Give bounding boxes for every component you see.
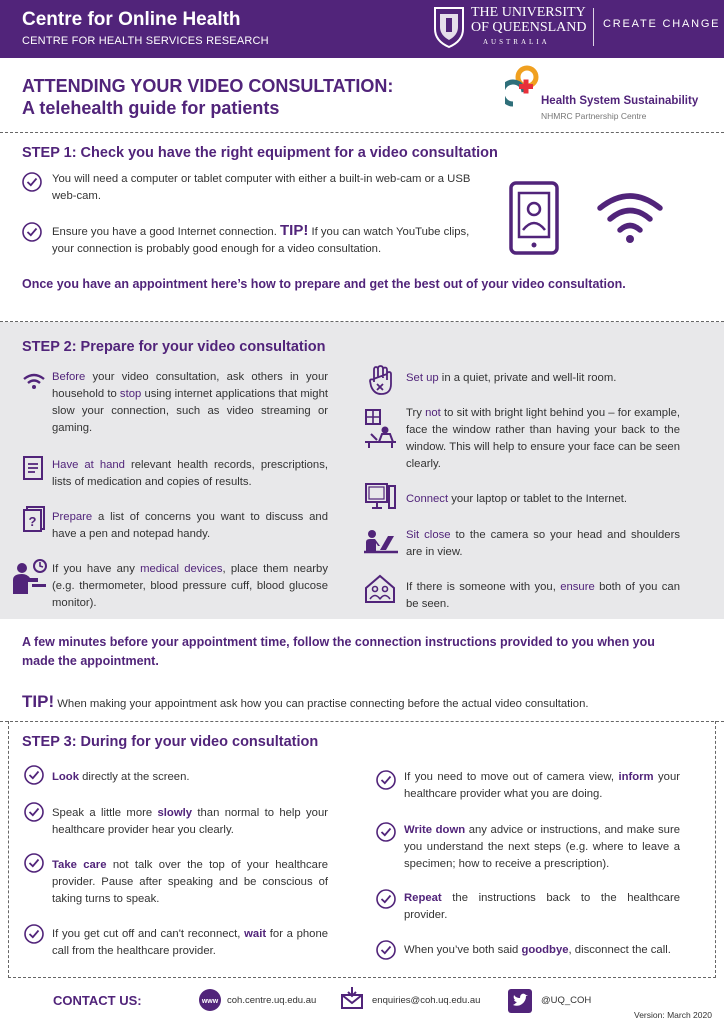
text: your laptop or tablet to the Internet. <box>448 493 628 505</box>
uq-line1: THE UNIVERSITY <box>471 5 586 20</box>
step1-item1: You will need a computer or tablet computer with either a built-in web-cam or a USB web-cam. <box>52 173 471 202</box>
hl-medical-devices: medical devices <box>140 563 223 575</box>
hl-set-up: Set up <box>406 372 439 384</box>
text: If you need to move out of camera view, <box>404 771 619 783</box>
divider <box>0 132 724 133</box>
text: to sit with bright light behind you – for example, face the window rather than having your back to the window. This will help to ensure your face can be seen clearly. <box>406 407 680 470</box>
text: If you have any <box>52 563 141 575</box>
text: directly at the screen. <box>79 771 190 783</box>
step3-left-item4 <box>52 926 328 960</box>
hss-logo <box>505 64 705 124</box>
step3-right-item2 <box>404 822 680 873</box>
step2-right-item2 <box>406 405 680 473</box>
step3-left-item3 <box>52 857 328 908</box>
check-icon <box>24 802 44 822</box>
text: the instructions back to the healthcare provider. <box>404 892 680 921</box>
tip-text: When making your appointment ask how you can practise connecting before the actual video consultation. <box>54 698 589 710</box>
medical-device-icon <box>10 558 48 596</box>
hl-take-care: Take care <box>52 859 107 871</box>
tip-label: TIP! <box>279 222 309 239</box>
org-name: Centre for Online Health <box>22 9 241 30</box>
check-icon <box>24 924 44 944</box>
text: using internet applications that might slow your connection, such as video streaming or gaming. <box>52 388 328 434</box>
step2-left-item4 <box>52 561 328 612</box>
text: your video consultation, ask others in your household to <box>52 371 328 400</box>
step2-right-item4 <box>406 527 680 561</box>
step2-left-item3 <box>52 509 328 543</box>
hl-wait: wait <box>244 928 267 940</box>
twitter-icon <box>508 989 532 1013</box>
step1-heading: STEP 1: Check you have the right equipment for a video consultation <box>22 145 498 161</box>
tip2 <box>22 693 712 713</box>
title-line1: ATTENDING YOUR VIDEO CONSULTATION: <box>22 76 394 96</box>
check-icon <box>376 822 396 842</box>
hand-icon <box>368 364 394 396</box>
text: in a quiet, private and well-lit room. <box>438 372 617 384</box>
text: any advice or instructions, and make sure you understand the next steps (e.g. where to leave a specimen; how to receive a prescription). <box>404 824 681 870</box>
hl-ensure: ensure <box>560 581 595 593</box>
hl-look: Look <box>52 771 79 783</box>
tip-label: TIP! <box>22 692 55 711</box>
svg-text:?: ? <box>28 514 37 529</box>
page-title <box>22 75 393 119</box>
wifi-icon <box>22 373 46 391</box>
document-icon <box>22 455 44 481</box>
text: than normal to help your healthcare provider hear you clearly. <box>52 807 328 836</box>
header-banner <box>0 0 724 58</box>
contact-label: CONTACT US: <box>53 993 142 1008</box>
hss-sub: NHMRC Partnership Centre <box>541 111 647 121</box>
hl-inform: inform <box>618 771 654 783</box>
hl-before: Before <box>52 371 86 383</box>
step2-left-item2 <box>52 457 328 491</box>
house-people-icon <box>364 574 396 604</box>
svg-text:www: www <box>201 998 219 1005</box>
step3-heading: STEP 3: During for your video consultation <box>22 734 319 750</box>
hl-sit-close: Sit close <box>406 529 451 541</box>
text: If there is someone with you, <box>406 581 561 593</box>
text: Try <box>406 407 426 419</box>
uq-wordmark <box>471 5 587 50</box>
title-line2: A telehealth guide for patients <box>22 98 280 118</box>
hss-name: Health System Sustainability <box>541 95 699 107</box>
hss-mark-icon <box>505 64 541 114</box>
check-icon <box>22 172 42 192</box>
appointment-prep-text: Once you have an appointment here’s how to prepare and get the best out of your video consultation. <box>22 277 626 291</box>
text: to the camera so your head and shoulders are in view. <box>406 529 680 558</box>
step2-left-item1 <box>52 369 328 437</box>
connection-instructions-text: A few minutes before your appointment time, follow the connection instructions provided to you when you made the appointment. <box>22 635 655 668</box>
text: If you get cut off and can't reconnect, <box>52 928 245 940</box>
text: your healthcare provider what you are doing. <box>404 771 680 800</box>
window-desk-icon <box>363 408 397 450</box>
person-at-laptop-icon <box>364 528 398 556</box>
hl-prepare: Prepare <box>52 511 93 523</box>
text: When you’ve both said <box>404 944 522 956</box>
hl-stop: stop <box>119 388 142 400</box>
hl-not: not <box>425 407 441 419</box>
hl-have-at-hand: Have at hand <box>52 459 125 471</box>
check-icon <box>376 889 396 909</box>
step2-right-item3 <box>406 491 680 508</box>
uq-line2: OF QUEENSLAND <box>471 20 587 35</box>
wifi-icon <box>596 190 664 244</box>
step2-right-item1 <box>406 370 680 387</box>
item2-tip-text: If you can watch YouTube clips, your connection is probably good enough for a video consultation. <box>52 226 470 255</box>
text: both of you can be seen. <box>406 581 680 610</box>
step3-right-item3 <box>404 890 680 924</box>
text: , disconnect the call. <box>568 944 671 956</box>
check-icon <box>24 853 44 873</box>
text: for a phone call from the healthcare provider. <box>52 928 329 957</box>
uq-line3: AUSTRALIA <box>483 38 550 46</box>
step3-right-item4 <box>404 942 680 959</box>
step1-item2 <box>52 222 472 258</box>
check-icon <box>22 222 42 242</box>
header-divider <box>593 8 594 46</box>
text: relevant health records, prescriptions, lists of medication and copies of results. <box>52 459 329 488</box>
tagline: CREATE CHANGE <box>603 18 721 30</box>
hl-slowly: slowly <box>157 807 193 819</box>
hl-goodbye: goodbye <box>521 944 569 956</box>
text: a list of concerns you want to discuss and have a pen and notepad handy. <box>52 511 328 540</box>
hl-write-down: Write down <box>404 824 466 836</box>
item2-text: Ensure you have a good Internet connection. <box>52 226 280 238</box>
step2-right-item5 <box>406 579 680 613</box>
step3-left-item2 <box>52 805 328 839</box>
step3-right-item1 <box>404 769 680 803</box>
org-sub: CENTRE FOR HEALTH SERVICES RESEARCH <box>22 35 269 47</box>
step3-left-item1 <box>52 769 328 786</box>
tablet-icon <box>508 180 560 256</box>
www-icon <box>198 988 222 1012</box>
computer-icon <box>364 482 396 512</box>
check-icon <box>376 770 396 790</box>
hl-connect: Connect <box>406 493 449 505</box>
step2-heading: STEP 2: Prepare for your video consultation <box>22 339 326 355</box>
question-note-icon <box>22 505 46 533</box>
check-icon <box>376 940 396 960</box>
version: Version: March 2020 <box>634 1010 712 1020</box>
text: , place them nearby (e.g. thermometer, blood pressure cuff, blood glucose monitor). <box>52 563 328 609</box>
email-link[interactable]: enquiries@coh.uq.edu.au <box>372 995 481 1006</box>
text: not talk over the top of your healthcare provider. Pause after speaking and be conscious of taking turns to speak. <box>52 859 328 905</box>
twitter-handle[interactable]: @UQ_COH <box>541 995 592 1006</box>
hl-repeat: Repeat <box>404 892 442 904</box>
website-link[interactable]: coh.centre.uq.edu.au <box>227 995 317 1006</box>
text: Speak a little more <box>52 807 158 819</box>
check-icon <box>24 765 44 785</box>
uq-crest-icon <box>432 5 466 49</box>
email-icon <box>340 986 364 1010</box>
